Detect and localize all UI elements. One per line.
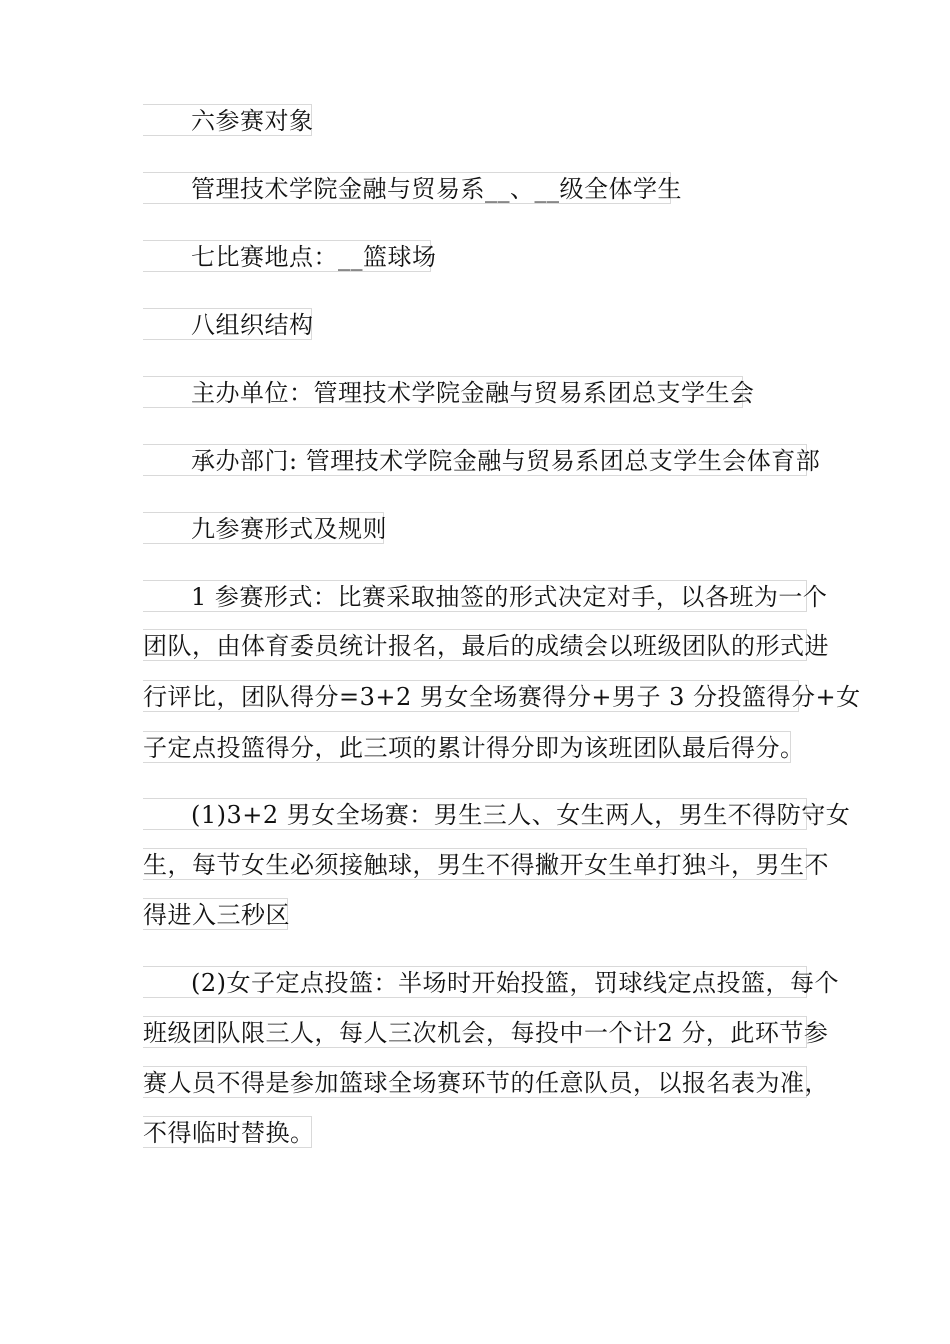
heading-participants: 六参赛对象 [143,104,312,136]
participants-text: 管理技术学院金融与贸易系__、__级全体学生 [143,172,671,204]
paragraph-mixed-game-line-1: (1)3+2 男女全场赛：男生三人、女生两人，男生不得防守女 [143,798,807,830]
paragraph-mixed-game-line-3: 得进入三秒区 [143,898,288,930]
paragraph-free-throw-line-4: 不得临时替换。 [143,1116,312,1148]
paragraph-free-throw-line-3: 赛人员不得是参加篮球全场赛环节的任意队员，以报名表为准， [143,1066,807,1098]
heading-format-rules: 九参赛形式及规则 [143,512,384,544]
paragraph-format-line-3: 行评比，团队得分=3+2 男女全场赛得分+男子 3 分投篮得分+女 [143,680,799,712]
heading-venue: 七比赛地点：__篮球场 [143,240,431,272]
paragraph-format-line-4: 子定点投篮得分，此三项的累计得分即为该班团队最后得分。 [143,731,791,763]
paragraph-format-line-2: 团队，由体育委员统计报名，最后的成绩会以班级团队的形式进 [143,629,807,661]
paragraph-mixed-game-line-2: 生，每节女生必须接触球，男生不得撇开女生单打独斗，男生不 [143,848,807,880]
undertaker-text: 承办部门: 管理技术学院金融与贸易系团总支学生会体育部 [143,444,807,476]
heading-organization: 八组织结构 [143,308,312,340]
paragraph-free-throw-line-2: 班级团队限三人，每人三次机会，每投中一个计2 分，此环节参 [143,1016,807,1048]
paragraph-free-throw-line-1: (2)女子定点投篮：半场时开始投篮，罚球线定点投篮，每个 [143,966,807,998]
organizer-text: 主办单位：管理技术学院金融与贸易系团总支学生会 [143,376,743,408]
paragraph-format-line-1: 1 参赛形式：比赛采取抽签的形式决定对手，以各班为一个 [143,580,807,612]
